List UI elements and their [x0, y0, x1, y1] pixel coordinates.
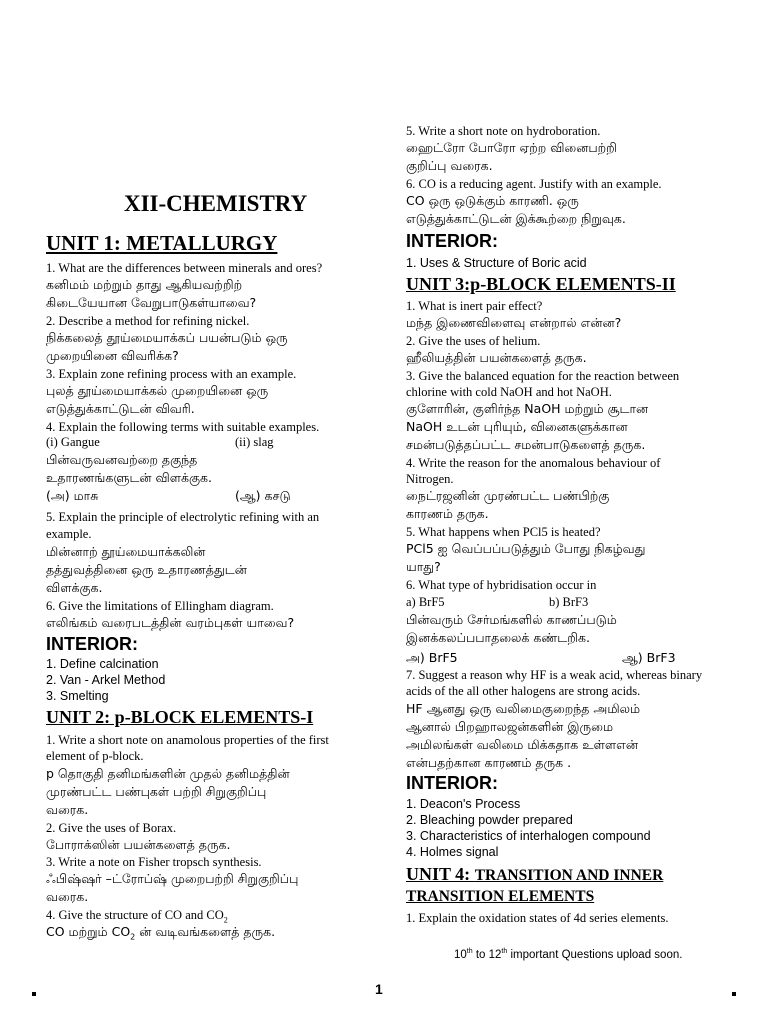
- unit2-line: ஃபிஷ்ஷர் –ட்ரோப்ஷ் முறைபற்றி சிறுகுறிப்பு: [46, 871, 299, 886]
- unit3-line: 5. What happens when PCl5 is heated?: [406, 525, 601, 539]
- unit1-line: (அ) மாசு: [46, 488, 99, 503]
- unit3-line: ஹீலியத்தின் பயன்களைத் தருக.: [406, 350, 587, 365]
- unit1-line: எலிங்கம் வரைபடத்தின் வரம்புகள் யாவை?: [46, 615, 295, 630]
- unit2-line: 2. Give the uses of Borax.: [46, 821, 177, 835]
- unit2-line: குறிப்பு வரைக.: [406, 158, 493, 173]
- unit1-line: 4. Explain the following terms with suitable examples.: [46, 420, 320, 434]
- corner-mark: [32, 992, 36, 996]
- interior-item: 2. Bleaching powder prepared: [406, 813, 573, 827]
- unit1-line: நிக்கலைத் தூய்மையாக்கப் பயன்படும் ஒரு: [46, 330, 288, 345]
- unit2-line: 1. Write a short note on anamolous properties of the first: [46, 733, 329, 747]
- unit3-line: காரணம் தருக.: [406, 506, 489, 521]
- upload-note: 10th to 12th important Questions upload soon.: [454, 948, 683, 961]
- unit2-line: CO மற்றும் $CO_2$ ன் வடிவங்களைத் தருக.: [46, 924, 276, 942]
- unit2-line: எடுத்துக்காட்டுடன் இக்கூற்றை நிறுவுக.: [406, 211, 626, 226]
- unit1-line: உதாரணங்களுடன் விளக்குக.: [46, 470, 212, 485]
- unit3-line: இனக்கலப்பபாதலைக் கண்டறிக.: [406, 630, 590, 645]
- unit3-heading: UNIT 3:p-BLOCK ELEMENTS-II: [406, 274, 676, 294]
- unit3-line: அ) BrF5: [406, 650, 458, 665]
- interior-item: 2. Van - Arkel Method: [46, 673, 166, 687]
- unit3-line: 6. What type of hybridisation occur in: [406, 578, 597, 592]
- interior-item: 3. Characteristics of interhalogen compound: [406, 829, 651, 843]
- unit3-line: 4. Write the reason for the anomalous behaviour of: [406, 456, 661, 470]
- unit3-line: என்பதற்கான காரணம் தருக .: [406, 755, 572, 770]
- unit1-line: பின்வருவனவற்றை தகுந்த: [46, 452, 198, 467]
- unit4-heading-cont: TRANSITION ELEMENTS: [406, 888, 595, 905]
- unit1-line: 1. What are the differences between minerals and ores?: [46, 261, 323, 275]
- unit1-line: (i) Gangue: [46, 435, 100, 449]
- unit1-line: 5. Explain the principle of electrolytic refining with an: [46, 510, 320, 524]
- unit3-line: 3. Give the balanced equation for the reaction between: [406, 369, 680, 383]
- unit2-line: வரைக.: [46, 802, 89, 817]
- unit3-line: b) BrF3: [549, 595, 589, 609]
- interior-item: 1. Uses & Structure of Boric acid: [406, 256, 587, 270]
- unit3-line: மந்த இணைவிளைவு என்றால் என்ன?: [406, 315, 622, 330]
- unit2-line: ஹைட்ரோ போரோ ஏற்ற வினைபற்றி: [406, 140, 617, 155]
- interior-item: 3. Smelting: [46, 689, 109, 703]
- unit3-line: a) BrF5: [406, 595, 445, 609]
- corner-mark: [732, 992, 736, 996]
- unit2-line: வரைக.: [46, 889, 89, 904]
- interior-heading: INTERIOR:: [46, 634, 138, 654]
- unit1-line: 2. Describe a method for refining nickel.: [46, 314, 250, 328]
- unit1-line: (ii) slag: [235, 435, 274, 449]
- unit2-line: 5. Write a short note on hydroboration.: [406, 124, 601, 138]
- unit3-line: யாது?: [406, 559, 441, 574]
- unit3-line: 1. What is inert pair effect?: [406, 299, 543, 313]
- interior-heading: INTERIOR:: [406, 231, 498, 251]
- unit1-line: (ஆ) கசடு: [235, 488, 291, 503]
- unit2-line: 4. Give the structure of CO and $CO_2$: [46, 908, 228, 925]
- unit3-line: chlorine with cold NaOH and hot NaOH.: [406, 385, 612, 399]
- unit3-line: NaOH உடன் புரியும், வினைகளுக்கான: [406, 419, 628, 434]
- unit2-line: போராக்ஸின் பயன்களைத் தருக.: [46, 837, 231, 852]
- unit1-line: மின்னாற் தூய்மையாக்கலின்: [46, 544, 206, 559]
- unit3-line: ஆ) BrF3: [622, 650, 676, 665]
- unit2-line: p தொகுதி தனிமங்களின் முதல் தனிமத்தின்: [46, 766, 290, 781]
- page-number: 1: [375, 981, 383, 997]
- unit4-line: 1. Explain the oxidation states of 4d series elements.: [406, 911, 669, 925]
- unit2-line: 3. Write a note on Fisher tropsch synthesis.: [46, 855, 262, 869]
- unit2-line: முரண்பட்ட பண்புகள் பற்றி சிறுகுறிப்பு: [46, 784, 267, 799]
- unit1-line: எடுத்துக்காட்டுடன் விவரி.: [46, 401, 195, 416]
- unit1-line: கிடையேயான வேறுபாடுகள்யாவை?: [46, 295, 257, 310]
- unit1-line: முறையினை விவரிக்க?: [46, 348, 179, 363]
- unit3-line: பின்வரும் சேர்மங்களில் காணப்படும்: [406, 612, 617, 627]
- unit3-line: Nitrogen.: [406, 472, 454, 486]
- interior-item: 4. Holmes signal: [406, 845, 499, 859]
- unit1-line: 3. Explain zone refining process with an example.: [46, 367, 297, 381]
- unit1-line: தத்துவத்தினை ஒரு உதாரணத்துடன்: [46, 562, 247, 577]
- unit3-line: acids of the all other halogens are strong acids.: [406, 684, 641, 698]
- interior-item: 1. Define calcination: [46, 657, 159, 671]
- unit3-line: நைட்ரஜனின் முரண்பட்ட பண்பிற்கு: [406, 488, 610, 503]
- unit1-heading: UNIT 1: METALLURGY: [46, 231, 278, 255]
- unit3-line: ஆனால் பிறஹாலஜன்களின் இருமை: [406, 719, 614, 734]
- interior-item: 1. Deacon's Process: [406, 797, 521, 811]
- unit3-line: சமன்படுத்தப்பட்ட சமன்பாடுகளைத் தருக.: [406, 437, 646, 452]
- unit1-line: example.: [46, 527, 92, 541]
- unit3-line: 7. Suggest a reason why HF is a weak acid, whereas binary: [406, 668, 703, 682]
- unit3-line: HF ஆனது ஒரு வலிமைகுறைந்த அமிலம்: [406, 701, 641, 716]
- unit3-line: 2. Give the uses of helium.: [406, 334, 541, 348]
- unit3-line: குளோரின், குளிர்ந்த NaOH மற்றும் சூடான: [406, 401, 649, 416]
- unit3-line: அமிலங்கள் வலிமை மிக்கதாக உள்ளஎன்: [406, 737, 639, 752]
- unit2-line: element of p-block.: [46, 749, 144, 763]
- unit2-line: 6. CO is a reducing agent. Justify with an example.: [406, 177, 662, 191]
- unit1-line: புலத் தூய்மையாக்கல் முறையினை ஒரு: [46, 383, 269, 398]
- unit1-line: விளக்குக.: [46, 580, 103, 595]
- unit1-line: 6. Give the limitations of Ellingham diagram.: [46, 599, 274, 613]
- interior-heading: INTERIOR:: [406, 773, 498, 793]
- unit2-heading: UNIT 2: p-BLOCK ELEMENTS-I: [46, 707, 314, 727]
- page-title: XII-CHEMISTRY: [124, 191, 308, 216]
- unit3-line: PCl5 ஐ வெப்பப்படுத்தும் போது நிகழ்வது: [406, 541, 646, 556]
- unit1-line: கனிமம் மற்றும் தாது ஆகியவற்றிற்: [46, 277, 243, 292]
- unit2-line: CO ஒரு ஒடுக்கும் காரணி. ஒரு: [406, 193, 579, 208]
- unit4-heading: UNIT 4: TRANSITION AND INNER: [406, 864, 664, 884]
